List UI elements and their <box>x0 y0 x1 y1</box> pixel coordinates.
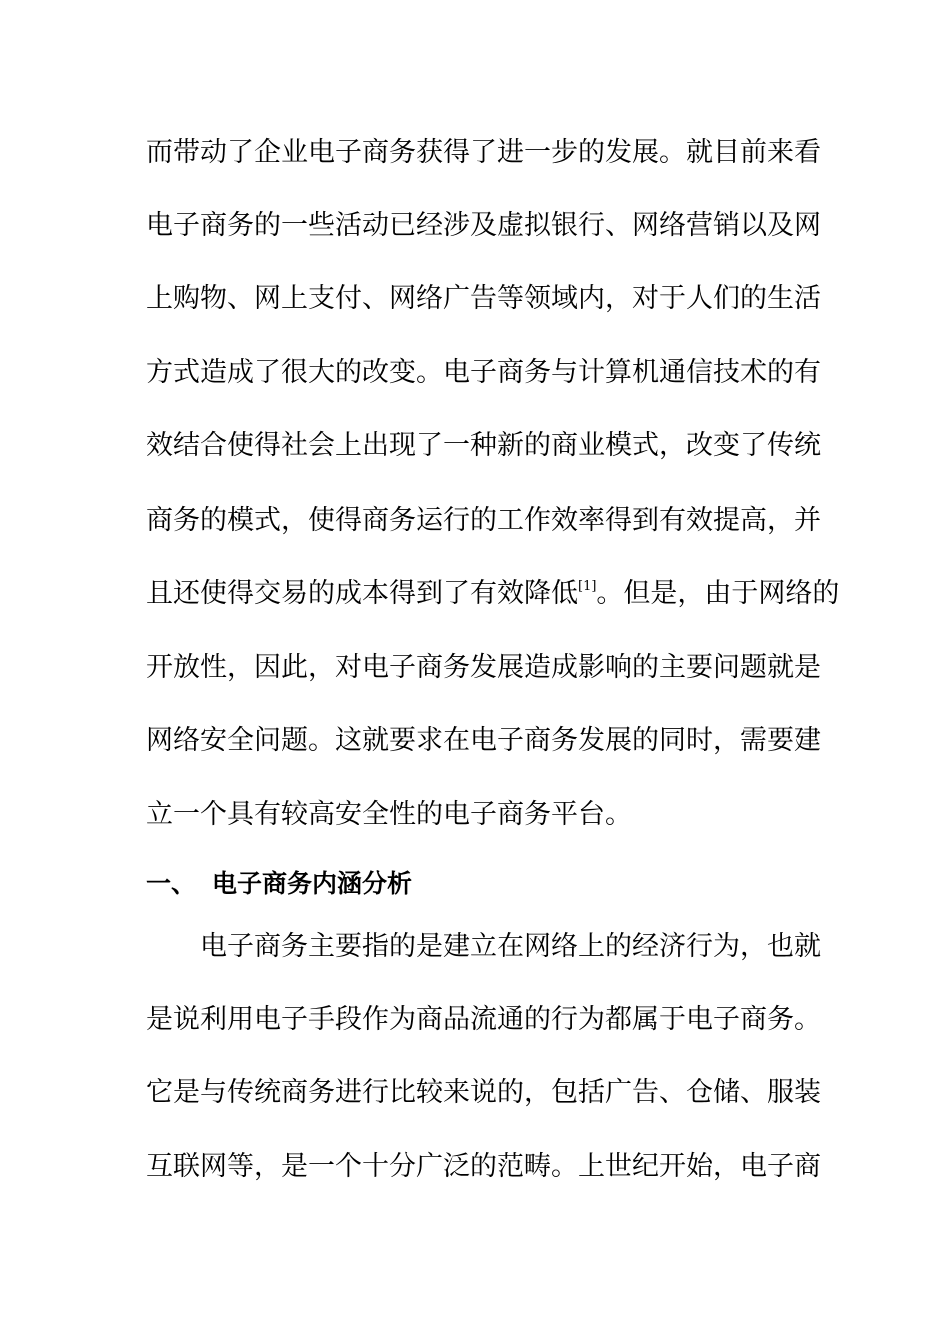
paragraph-line: 立一个具有较高安全性的电子商务平台。 <box>146 799 632 830</box>
citation-text-after: 。但是，由于网络的 <box>596 578 840 609</box>
citation-reference: [1] <box>578 579 597 594</box>
paragraph-line: 电子商务主要指的是建立在网络上的经济行为，也就 <box>200 931 821 962</box>
section-title: 电子商务内涵分析 <box>212 869 413 898</box>
section-number: 一、 <box>146 869 197 898</box>
paragraph-line: 开放性，因此，对电子商务发展造成影响的主要问题就是 <box>146 652 821 683</box>
section-heading <box>146 866 806 902</box>
paragraph-line: 而带动了企业电子商务获得了进一步的发展。就目前来看 <box>146 137 821 168</box>
paragraph-line: 是说利用电子手段作为商品流通的行为都属于电子商务。 <box>146 1004 821 1035</box>
paragraph-line: 它是与传统商务进行比较来说的，包括广告、仓储、服装 <box>146 1077 821 1108</box>
paragraph-line: 互联网等，是一个十分广泛的范畴。上世纪开始，电子商 <box>146 1151 821 1182</box>
paragraph-line: 效结合使得社会上出现了一种新的商业模式，改变了传统 <box>146 430 821 461</box>
citation-text-before: 且还使得交易的成本得到了有效降低 <box>146 578 578 609</box>
paragraph-line: 上购物、网上支付、网络广告等领域内，对于人们的生活 <box>146 283 821 314</box>
paragraph-line: 电子商务的一些活动已经涉及虚拟银行、网络营销以及网 <box>146 210 821 241</box>
paragraph-line: 方式造成了很大的改变。电子商务与计算机通信技术的有 <box>146 357 821 388</box>
paragraph-line-with-citation <box>146 576 840 612</box>
paragraph-line: 网络安全问题。这就要求在电子商务发展的同时，需要建 <box>146 725 821 756</box>
paragraph-line: 商务的模式，使得商务运行的工作效率得到有效提高，并 <box>146 505 821 536</box>
